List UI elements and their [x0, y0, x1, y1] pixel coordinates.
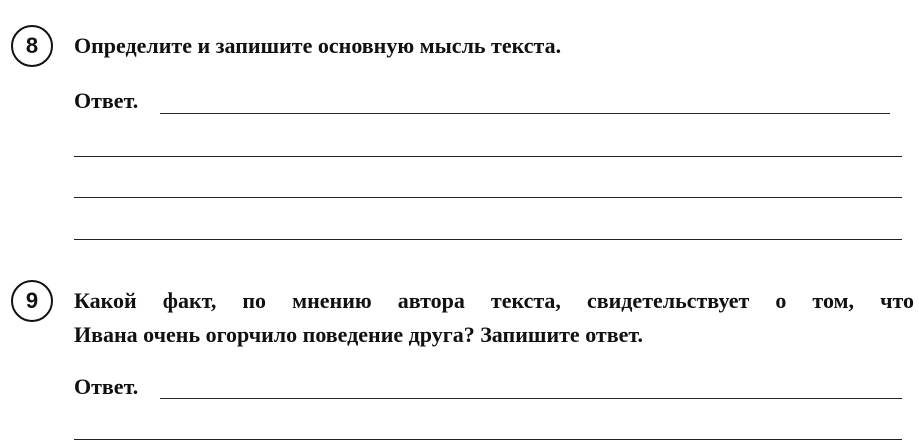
task-number-badge: [11, 280, 53, 322]
task-question-line: Какой факт, по мнению автора текста, свидетельствует о том, что: [74, 288, 914, 313]
task-question-line: Ивана очень огорчило поведение друга? Запишите ответ.: [74, 322, 644, 347]
task-question: Определите и запишите основную мысль текста.: [74, 33, 562, 58]
task-number: 9: [25, 288, 39, 313]
answer-label: Ответ.: [74, 374, 139, 399]
answer-line[interactable]: [160, 113, 890, 114]
answer-line[interactable]: [160, 398, 902, 399]
answer-line[interactable]: [74, 239, 902, 240]
task-number: 8: [25, 33, 39, 58]
task-question: [74, 284, 914, 352]
answer-line[interactable]: [74, 156, 902, 157]
answer-line[interactable]: [74, 197, 902, 198]
task-number-badge: [11, 25, 53, 67]
answer-line[interactable]: [74, 439, 902, 440]
answer-label: Ответ.: [74, 88, 139, 113]
